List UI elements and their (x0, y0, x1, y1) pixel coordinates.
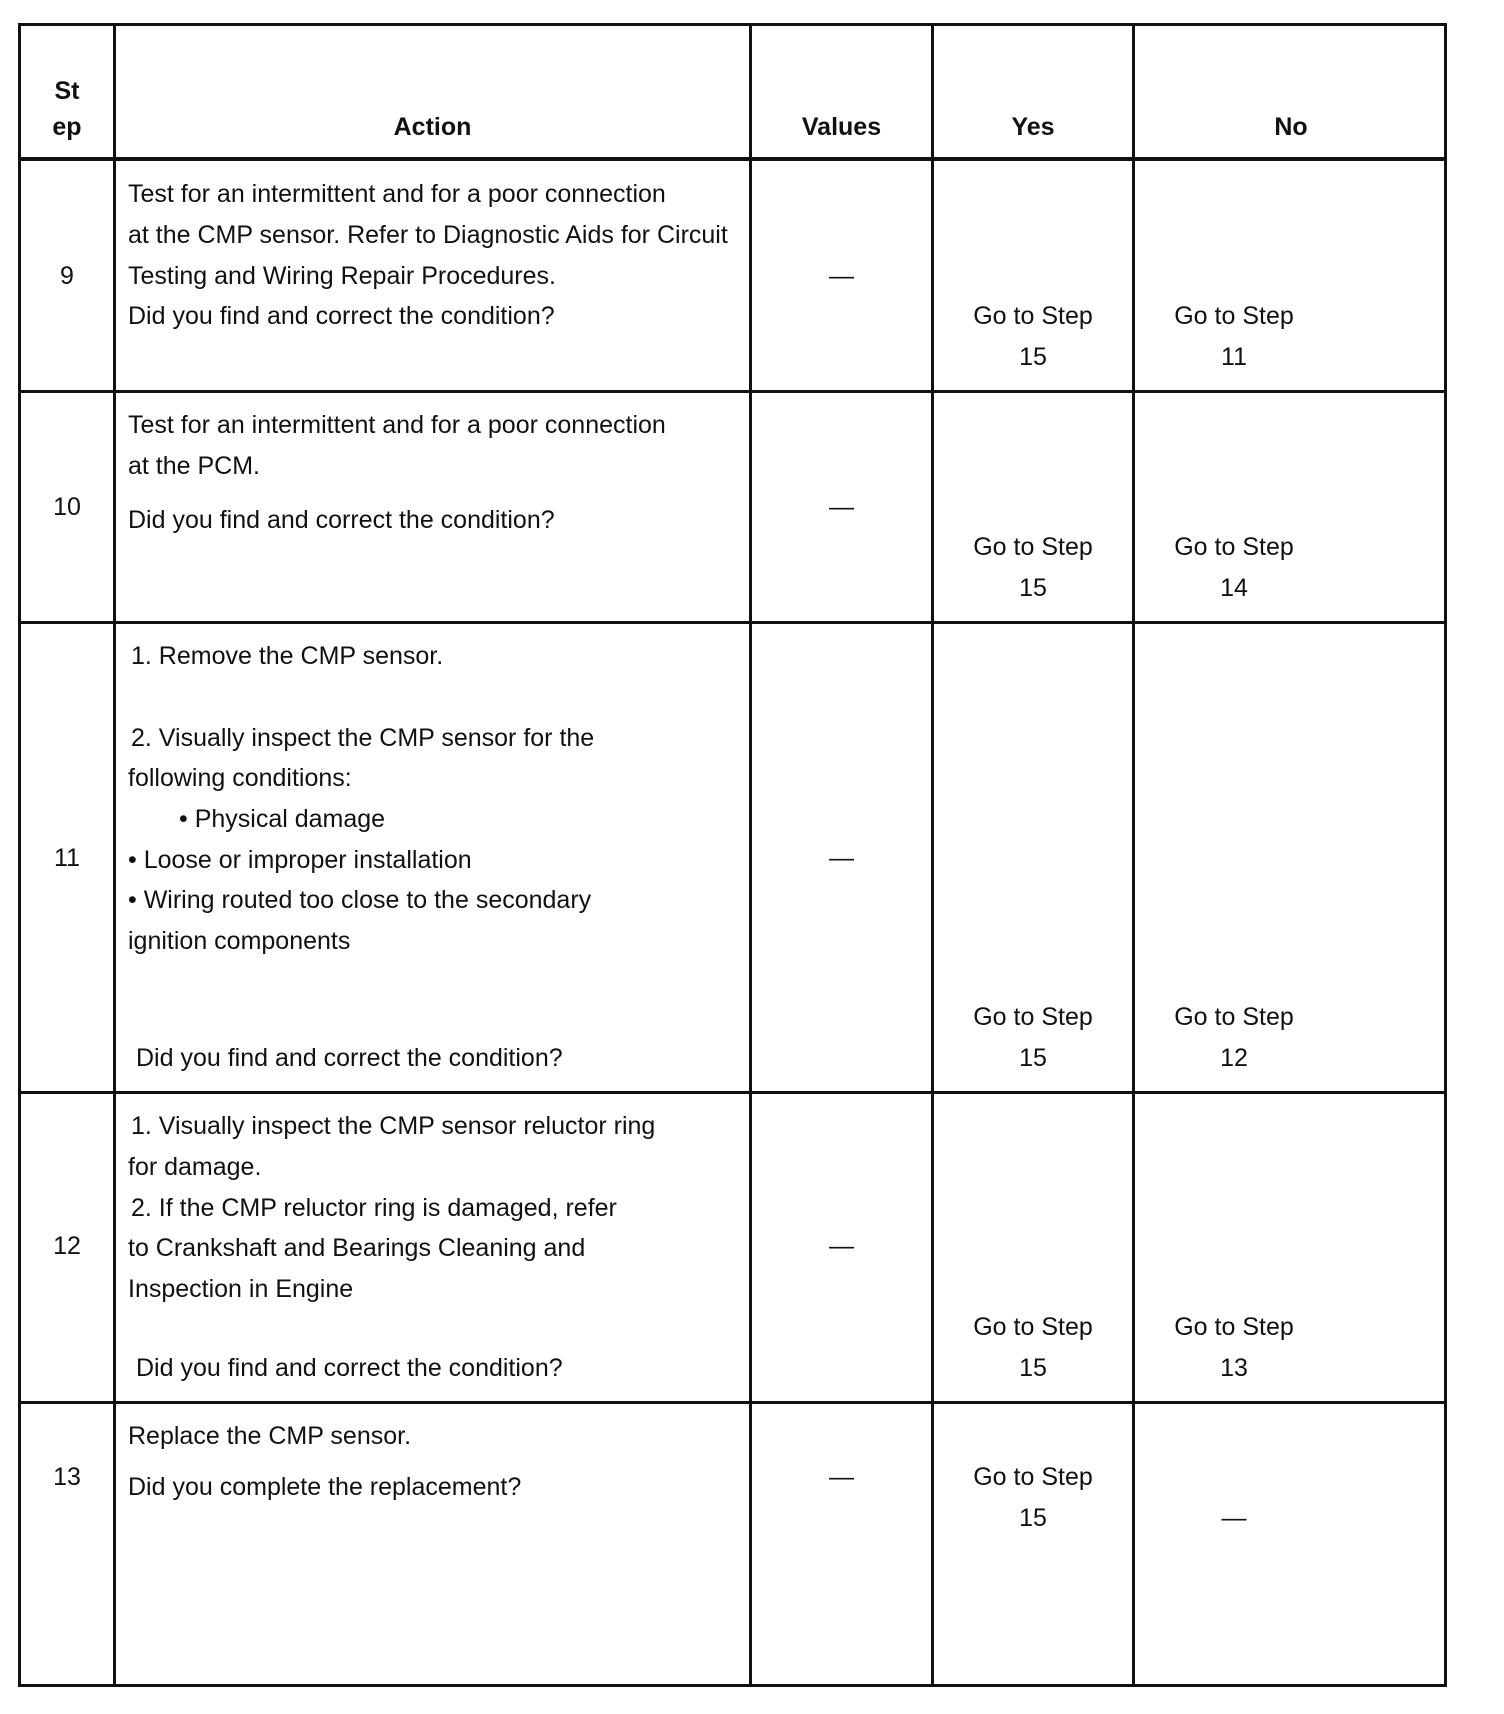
header-yes: Yes (1011, 113, 1055, 141)
yes-cell-line1: Go to Step (973, 1313, 1093, 1341)
no-cell-line2: 13 (1220, 1354, 1248, 1382)
values-cell: — (829, 844, 854, 872)
yes-cell-line2: 15 (1019, 343, 1047, 371)
header-action: Action (393, 113, 472, 141)
step-number: 13 (53, 1463, 81, 1491)
action-line: ignition components (128, 927, 351, 955)
yes-cell-line1: Go to Step (973, 1003, 1093, 1031)
yes-cell-line1: Go to Step (973, 302, 1093, 330)
values-cell: — (829, 262, 854, 290)
yes-cell-line2: 15 (1019, 1044, 1047, 1072)
action-line: at the CMP sensor. Refer to Diagnostic Aids for Circuit (128, 221, 728, 249)
action-line: Did you find and correct the condition? (128, 302, 555, 330)
action-line: following conditions: (128, 764, 352, 792)
row-divider (21, 621, 1444, 624)
action-line: for damage. (128, 1153, 262, 1181)
no-cell-line1: Go to Step (1174, 1003, 1294, 1031)
step-number: 9 (60, 262, 74, 290)
bullet-item: • Loose or improper installation (128, 846, 472, 874)
values-cell: — (829, 493, 854, 521)
step-number: 12 (53, 1232, 81, 1260)
bullet-item: • Physical damage (179, 805, 386, 833)
action-line: at the PCM. (128, 452, 260, 480)
step-number: 11 (54, 844, 80, 872)
header-values: Values (801, 113, 882, 141)
grid-line (113, 26, 116, 1684)
header-step-line2: ep (52, 113, 82, 141)
action-line: 1. Visually inspect the CMP sensor reluctor ring (131, 1112, 656, 1140)
yes-cell-line2: 15 (1019, 1504, 1047, 1532)
action-line: Did you find and correct the condition? (136, 1354, 563, 1382)
no-cell-line1: Go to Step (1174, 533, 1294, 561)
yes-cell-line1: Go to Step (973, 1463, 1093, 1491)
grid-line (1132, 26, 1135, 1684)
grid-line (931, 26, 934, 1684)
action-line: Replace the CMP sensor. (128, 1422, 412, 1450)
header-divider (21, 157, 1444, 161)
values-cell: — (829, 1463, 854, 1491)
row-divider (21, 1091, 1444, 1094)
yes-cell-line2: 15 (1019, 574, 1047, 602)
action-line: 2. If the CMP reluctor ring is damaged, refer (131, 1194, 617, 1222)
no-cell-line2: 12 (1220, 1044, 1248, 1072)
yes-cell-line2: 15 (1019, 1354, 1047, 1382)
no-cell-line1: Go to Step (1174, 302, 1294, 330)
action-line: 1. Remove the CMP sensor. (131, 642, 444, 670)
action-line: Test for an intermittent and for a poor connection (128, 411, 666, 439)
no-cell-line2: 14 (1220, 574, 1248, 602)
action-line: 2. Visually inspect the CMP sensor for the (131, 724, 595, 752)
header-no: No (1274, 113, 1308, 141)
no-cell-line1: Go to Step (1174, 1313, 1294, 1341)
yes-cell-line1: Go to Step (973, 533, 1093, 561)
values-cell: — (829, 1232, 854, 1260)
action-line: Did you complete the replacement? (128, 1473, 522, 1501)
step-number: 10 (53, 493, 81, 521)
no-cell: — (1221, 1504, 1247, 1532)
action-line: Inspection in Engine (128, 1275, 354, 1303)
row-divider (21, 390, 1444, 393)
action-line: Test for an intermittent and for a poor connection (128, 180, 666, 208)
action-line: Did you find and correct the condition? (136, 1044, 563, 1072)
diagnostic-table (18, 23, 1447, 1687)
action-line: to Crankshaft and Bearings Cleaning and (128, 1234, 586, 1262)
action-line: Testing and Wiring Repair Procedures. (128, 262, 556, 290)
header-step-line1: St (54, 77, 80, 105)
no-cell-line2: 11 (1221, 343, 1247, 371)
bullet-item: • Wiring routed too close to the secondary (128, 886, 592, 914)
row-divider (21, 1401, 1444, 1404)
action-line: Did you find and correct the condition? (128, 506, 555, 534)
